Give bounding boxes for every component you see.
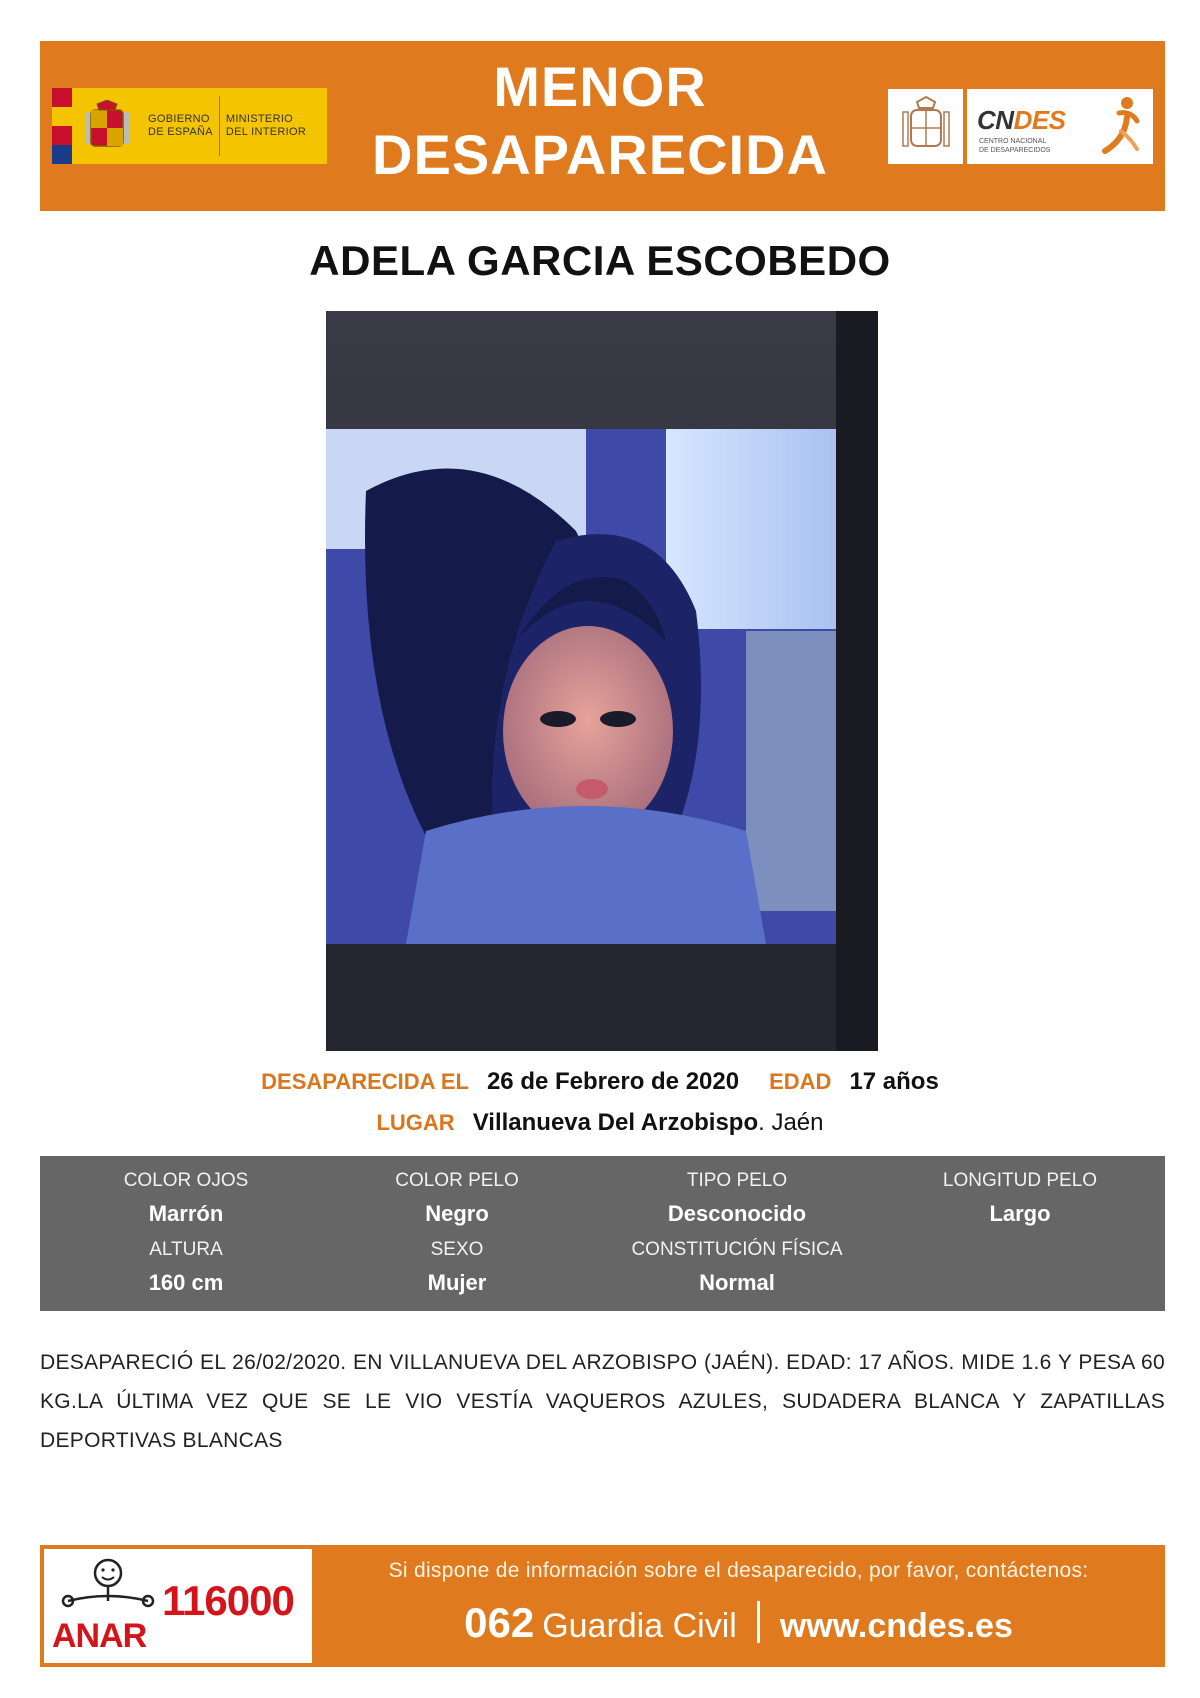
age-value: 17 años <box>849 1068 939 1095</box>
contact-divider <box>757 1601 760 1643</box>
attr-height: ALTURA 160 cm <box>148 1239 224 1295</box>
missing-info-line <box>0 1068 1200 1096</box>
coat-of-arms-icon <box>72 88 142 164</box>
gobierno-text: GOBIERNO DE ESPAÑA <box>148 113 213 138</box>
cndes-word: CNDES <box>977 105 1066 135</box>
attr-eye-color: COLOR OJOS Marrón <box>123 1170 249 1226</box>
missing-date-label: DESAPARECIDA EL <box>261 1069 469 1094</box>
attr-hair-type: TIPO PELO Desconocido <box>667 1170 807 1226</box>
physical-attributes-panel <box>40 1156 1165 1311</box>
place-label: LUGAR <box>376 1110 455 1135</box>
spain-flag-stripe <box>52 88 72 164</box>
page-title <box>340 53 860 189</box>
cndes-figure-icon <box>1097 95 1143 157</box>
guardia-civil-label: Guardia Civil <box>542 1607 737 1645</box>
age-label: EDAD <box>769 1069 832 1094</box>
anar-child-icon <box>58 1557 158 1623</box>
cndes-subtitle: CENTRO NACIONAL DE DESAPARECIDOS <box>979 138 1051 154</box>
anar-word: ANAR <box>52 1617 147 1655</box>
missing-date-value: 26 de Febrero de 2020 <box>486 1068 740 1095</box>
contact-footer <box>40 1545 1165 1667</box>
gobierno-logo <box>52 88 327 164</box>
title-line-2: DESAPARECIDA <box>372 123 828 186</box>
place-value: Villanueva Del Arzobispo <box>472 1109 759 1136</box>
title-line-1: MENOR <box>493 55 707 118</box>
ministerio-text: MINISTERIO DEL INTERIOR <box>225 113 307 138</box>
header-banner <box>40 41 1165 211</box>
cndes-wordmark <box>967 89 1153 164</box>
anar-phone-number: 116000 <box>162 1577 294 1624</box>
attr-hair-color: COLOR PELO Negro <box>395 1170 519 1226</box>
cndes-logo <box>888 89 1153 164</box>
place-info-line <box>0 1109 1200 1137</box>
case-description: DESAPARECIÓ EL 26/02/2020. EN VILLANUEVA DEL ARZOBISPO (JAÉN). EDAD: 17 AÑOS. MIDE 1.6 Y PESA 60 KG.LA ÚLTIMA VEZ QUE SE LE VIO VESTÍA VAQUEROS AZULES, SUDADERA BLANCA Y ZAPATILLAS DEPORTIVAS BLANCAS <box>40 1351 1165 1452</box>
attr-build: CONSTITUCIÓN FÍSICA Normal <box>631 1239 843 1295</box>
contact-details <box>312 1599 1165 1647</box>
cndes-coat-of-arms-icon <box>888 89 963 164</box>
person-photo <box>326 311 878 1051</box>
cndes-website-link[interactable]: www.cndes.es <box>779 1607 1013 1645</box>
attr-sex: SEXO Mujer <box>427 1239 487 1295</box>
guardia-civil-phone[interactable]: 062 <box>464 1599 535 1646</box>
contact-instructions: Si dispone de información sobre el desaparecido, por favor, contáctenos: <box>388 1559 1089 1582</box>
anar-logo <box>44 1549 312 1663</box>
person-name: ADELA GARCIA ESCOBEDO <box>309 237 891 284</box>
attr-hair-length: LONGITUD PELO Largo <box>942 1170 1098 1226</box>
province-value: . Jaén <box>758 1109 824 1136</box>
